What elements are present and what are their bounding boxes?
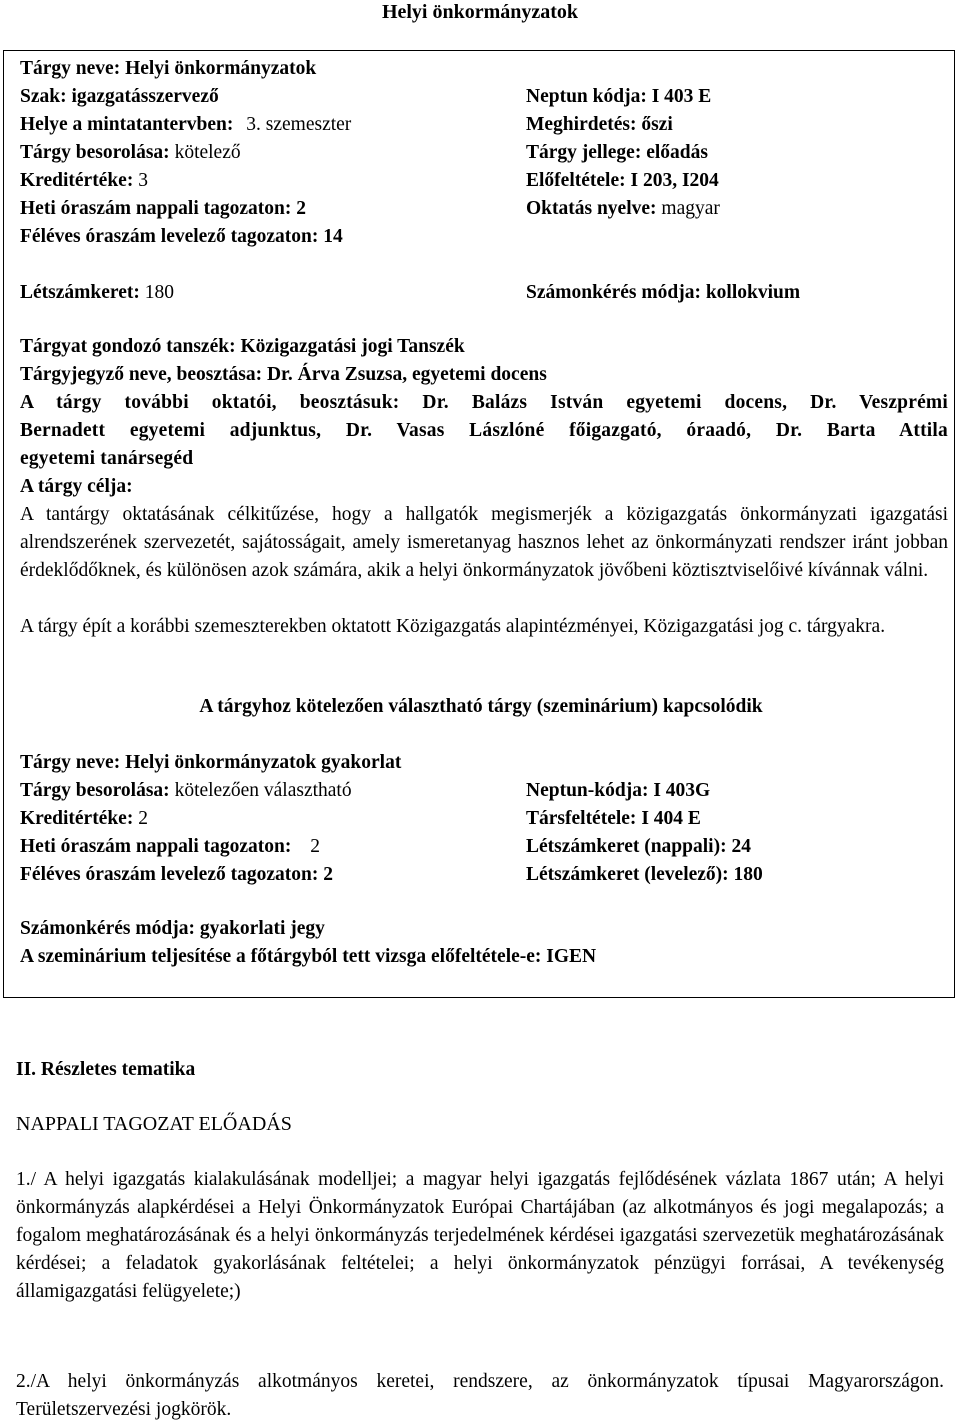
tematika-item-2 bbox=[16, 1368, 944, 1424]
kredit-label: Kreditértéke: bbox=[20, 170, 134, 191]
seminar-tarsfeltetel-value: I 404 E bbox=[641, 808, 701, 829]
seminar-besorolas-row bbox=[20, 777, 352, 805]
kredit-value: 3 bbox=[138, 170, 148, 191]
szamonkeres-value: kollokvium bbox=[705, 282, 801, 303]
szamonkeres-row bbox=[526, 279, 800, 307]
nyelv-value: magyar bbox=[661, 198, 720, 219]
tematika-item-1-num: 1./ bbox=[16, 1169, 37, 1190]
seminar-heti-label: Heti óraszám nappali tagozaton: bbox=[20, 836, 292, 857]
page-header: Helyi önkormányzatok bbox=[381, 1, 579, 23]
letszam-row bbox=[20, 279, 174, 307]
jegyzo-label: Tárgyjegyző neve, beosztása: bbox=[20, 364, 263, 385]
helye-value: 3. szemeszter bbox=[246, 114, 352, 135]
letszam-value: 180 bbox=[144, 282, 174, 303]
seminar-letszam-levelezo-label: Létszámkeret (levelező): bbox=[526, 864, 729, 885]
seminar-letszam-nappali-row bbox=[526, 833, 751, 861]
elofeltetel-value: I 203, I204 bbox=[630, 170, 719, 191]
seminar-besorolas-label: Tárgy besorolása: bbox=[20, 780, 170, 801]
sub-title: NAPPALI TAGOZAT ELŐADÁS bbox=[16, 1113, 292, 1135]
tematika-item-1 bbox=[16, 1166, 944, 1306]
szak-label: Szak: bbox=[20, 86, 67, 107]
neptun-value: I 403 E bbox=[651, 86, 712, 107]
heti-label: Heti óraszám nappali tagozaton: bbox=[20, 198, 292, 219]
jelleg-row bbox=[526, 139, 708, 167]
letszam-label: Létszámkeret: bbox=[20, 282, 140, 303]
oktatok-line-3: egyetemi tanársegéd bbox=[20, 448, 194, 469]
tematika-item-2-num: 2./ bbox=[16, 1371, 37, 1392]
celja-text: A tantárgy oktatásának célkitűzése, hogy a hallgatók megismerjék a közigazgatás önkormányzati igazgatási alrendszerének szervezetét, sajátosságait, amely ismeretanyag hasznos lehet az önkormányzati rendszer iránt jobban érdeklődőknek, és különösen azok számára, akik a helyi önkormányzatok jövőbeni köztisztviselőivé kívánnak válni. bbox=[20, 504, 948, 581]
helye-label: Helye a mintatantervben: bbox=[20, 114, 234, 135]
nyelv-label: Oktatás nyelve: bbox=[526, 198, 657, 219]
tematika-item-1-text: A helyi igazgatás kialakulásának modelljei; a magyar helyi igazgatás fejlődésének vázlata 1867 után; A helyi önkormányzás alapkérdései a Helyi Önkormányzatok Európai Chartájában (az alkotmányos és jogi megalapozás; a fogalom meghatározásának és a helyi önkormányzás terjedelmének kérdései igazgatási szervezetük meghatározásának kérdései; a feladatok gyakorlásának feltételei; a helyi önkormányzatok pénzügyi forrásai, A tevékenység államigazgatási felügyelete;) bbox=[16, 1169, 944, 1302]
seminar-letszam-levelezo-row bbox=[526, 861, 763, 889]
seminar-szamonkeres-value: gyakorlati jegy bbox=[199, 918, 325, 939]
seminar-name-value: Helyi önkormányzatok gyakorlat bbox=[125, 752, 402, 773]
meghirdetes-value: őszi bbox=[641, 114, 673, 135]
tanszek-value: Közigazgatási jogi Tanszék bbox=[240, 336, 465, 357]
seminar-feleves-value: 2 bbox=[323, 864, 333, 885]
tanszek-row bbox=[20, 333, 465, 361]
seminar-kredit-value: 2 bbox=[138, 808, 148, 829]
seminar-feleves-label: Féléves óraszám levelező tagozaton: bbox=[20, 864, 319, 885]
seminar-heading: A tárgyhoz kötelezően választható tárgy (szeminárium) kapcsolódik bbox=[199, 696, 763, 717]
seminar-neptun-label: Neptun-kódja: bbox=[526, 780, 649, 801]
neptun-row bbox=[526, 83, 711, 111]
seminar-letszam-levelezo-value: 180 bbox=[733, 864, 763, 885]
besorolas-row bbox=[20, 139, 241, 167]
subject-info-box bbox=[3, 50, 955, 998]
seminar-heti-row bbox=[20, 833, 320, 861]
seminar-name-label: Tárgy neve: bbox=[20, 752, 121, 773]
subject-name-row bbox=[20, 55, 316, 83]
seminar-tarsfeltetel-label: Társfeltétele: bbox=[526, 808, 637, 829]
seminar-neptun-value: I 403G bbox=[653, 780, 711, 801]
seminar-heti-value: 2 bbox=[310, 836, 320, 857]
seminar-teljesites-value: IGEN bbox=[546, 946, 597, 967]
seminar-teljesites-label: A szeminárium teljesítése a főtárgyból tett vizsga előfeltétele-e: bbox=[20, 946, 542, 967]
subject-name-label: Tárgy neve: bbox=[20, 58, 121, 79]
seminar-name-row bbox=[20, 749, 401, 777]
subject-name-value: Helyi önkormányzatok bbox=[125, 58, 317, 79]
szamonkeres-label: Számonkérés módja: bbox=[526, 282, 701, 303]
feleves-row bbox=[20, 223, 343, 251]
kredit-row bbox=[20, 167, 148, 195]
seminar-kredit-row bbox=[20, 805, 148, 833]
tanszek-label: Tárgyat gondozó tanszék: bbox=[20, 336, 236, 357]
seminar-kredit-label: Kreditértéke: bbox=[20, 808, 134, 829]
heti-value: 2 bbox=[296, 198, 306, 219]
seminar-teljesites-row bbox=[20, 943, 596, 971]
oktatok-line-2: Bernadett egyetemi adjunktus, Dr. Vasas Lászlóné főigazgató, óraadó, Dr. Barta Attila bbox=[20, 420, 948, 441]
szak-value: igazgatásszervező bbox=[71, 86, 219, 107]
jelleg-value: előadás bbox=[646, 142, 708, 163]
elofeltetel-label: Előfeltétele: bbox=[526, 170, 626, 191]
seminar-besorolas-value: kötelezően választható bbox=[174, 780, 352, 801]
besorolas-label: Tárgy besorolása: bbox=[20, 142, 170, 163]
jegyzo-row bbox=[20, 361, 547, 389]
seminar-tarsfeltetel-row bbox=[526, 805, 701, 833]
meghirdetes-label: Meghirdetés: bbox=[526, 114, 637, 135]
seminar-szamonkeres-row bbox=[20, 915, 325, 943]
nyelv-row bbox=[526, 195, 720, 223]
tematika-item-2-text: A helyi önkormányzás alkotmányos keretei, rendszere, az önkormányzatok típusai Magyarországon. Területszervezési jogkörök. bbox=[16, 1371, 944, 1420]
helye-row bbox=[20, 111, 351, 139]
szak-row bbox=[20, 83, 219, 111]
feleves-label: Féléves óraszám levelező tagozaton: bbox=[20, 226, 319, 247]
seminar-letszam-nappali-value: 24 bbox=[731, 836, 751, 857]
seminar-szamonkeres-label: Számonkérés módja: bbox=[20, 918, 195, 939]
seminar-neptun-row bbox=[526, 777, 710, 805]
epit-text: A tárgy épít a korábbi szemeszterekben oktatott Közigazgatás alapintézményei, Közigazgatási jog c. tárgyakra. bbox=[20, 616, 886, 637]
seminar-feleves-row bbox=[20, 861, 333, 889]
seminar-letszam-nappali-label: Létszámkeret (nappali): bbox=[526, 836, 727, 857]
meghirdetes-row bbox=[526, 111, 673, 139]
celja-label: A tárgy célja: bbox=[20, 476, 133, 497]
neptun-label: Neptun kódja: bbox=[526, 86, 647, 107]
jelleg-label: Tárgy jellege: bbox=[526, 142, 642, 163]
oktatok-line-1: A tárgy további oktatói, beosztásuk: Dr. Balázs István egyetemi docens, Dr. Veszprémi bbox=[20, 392, 948, 413]
jegyzo-value: Dr. Árva Zsuzsa, egyetemi docens bbox=[266, 364, 547, 385]
heti-row bbox=[20, 195, 306, 223]
section-title: II. Részletes tematika bbox=[16, 1059, 196, 1080]
elofeltetel-row bbox=[526, 167, 719, 195]
feleves-value: 14 bbox=[323, 226, 343, 247]
besorolas-value: kötelező bbox=[174, 142, 241, 163]
